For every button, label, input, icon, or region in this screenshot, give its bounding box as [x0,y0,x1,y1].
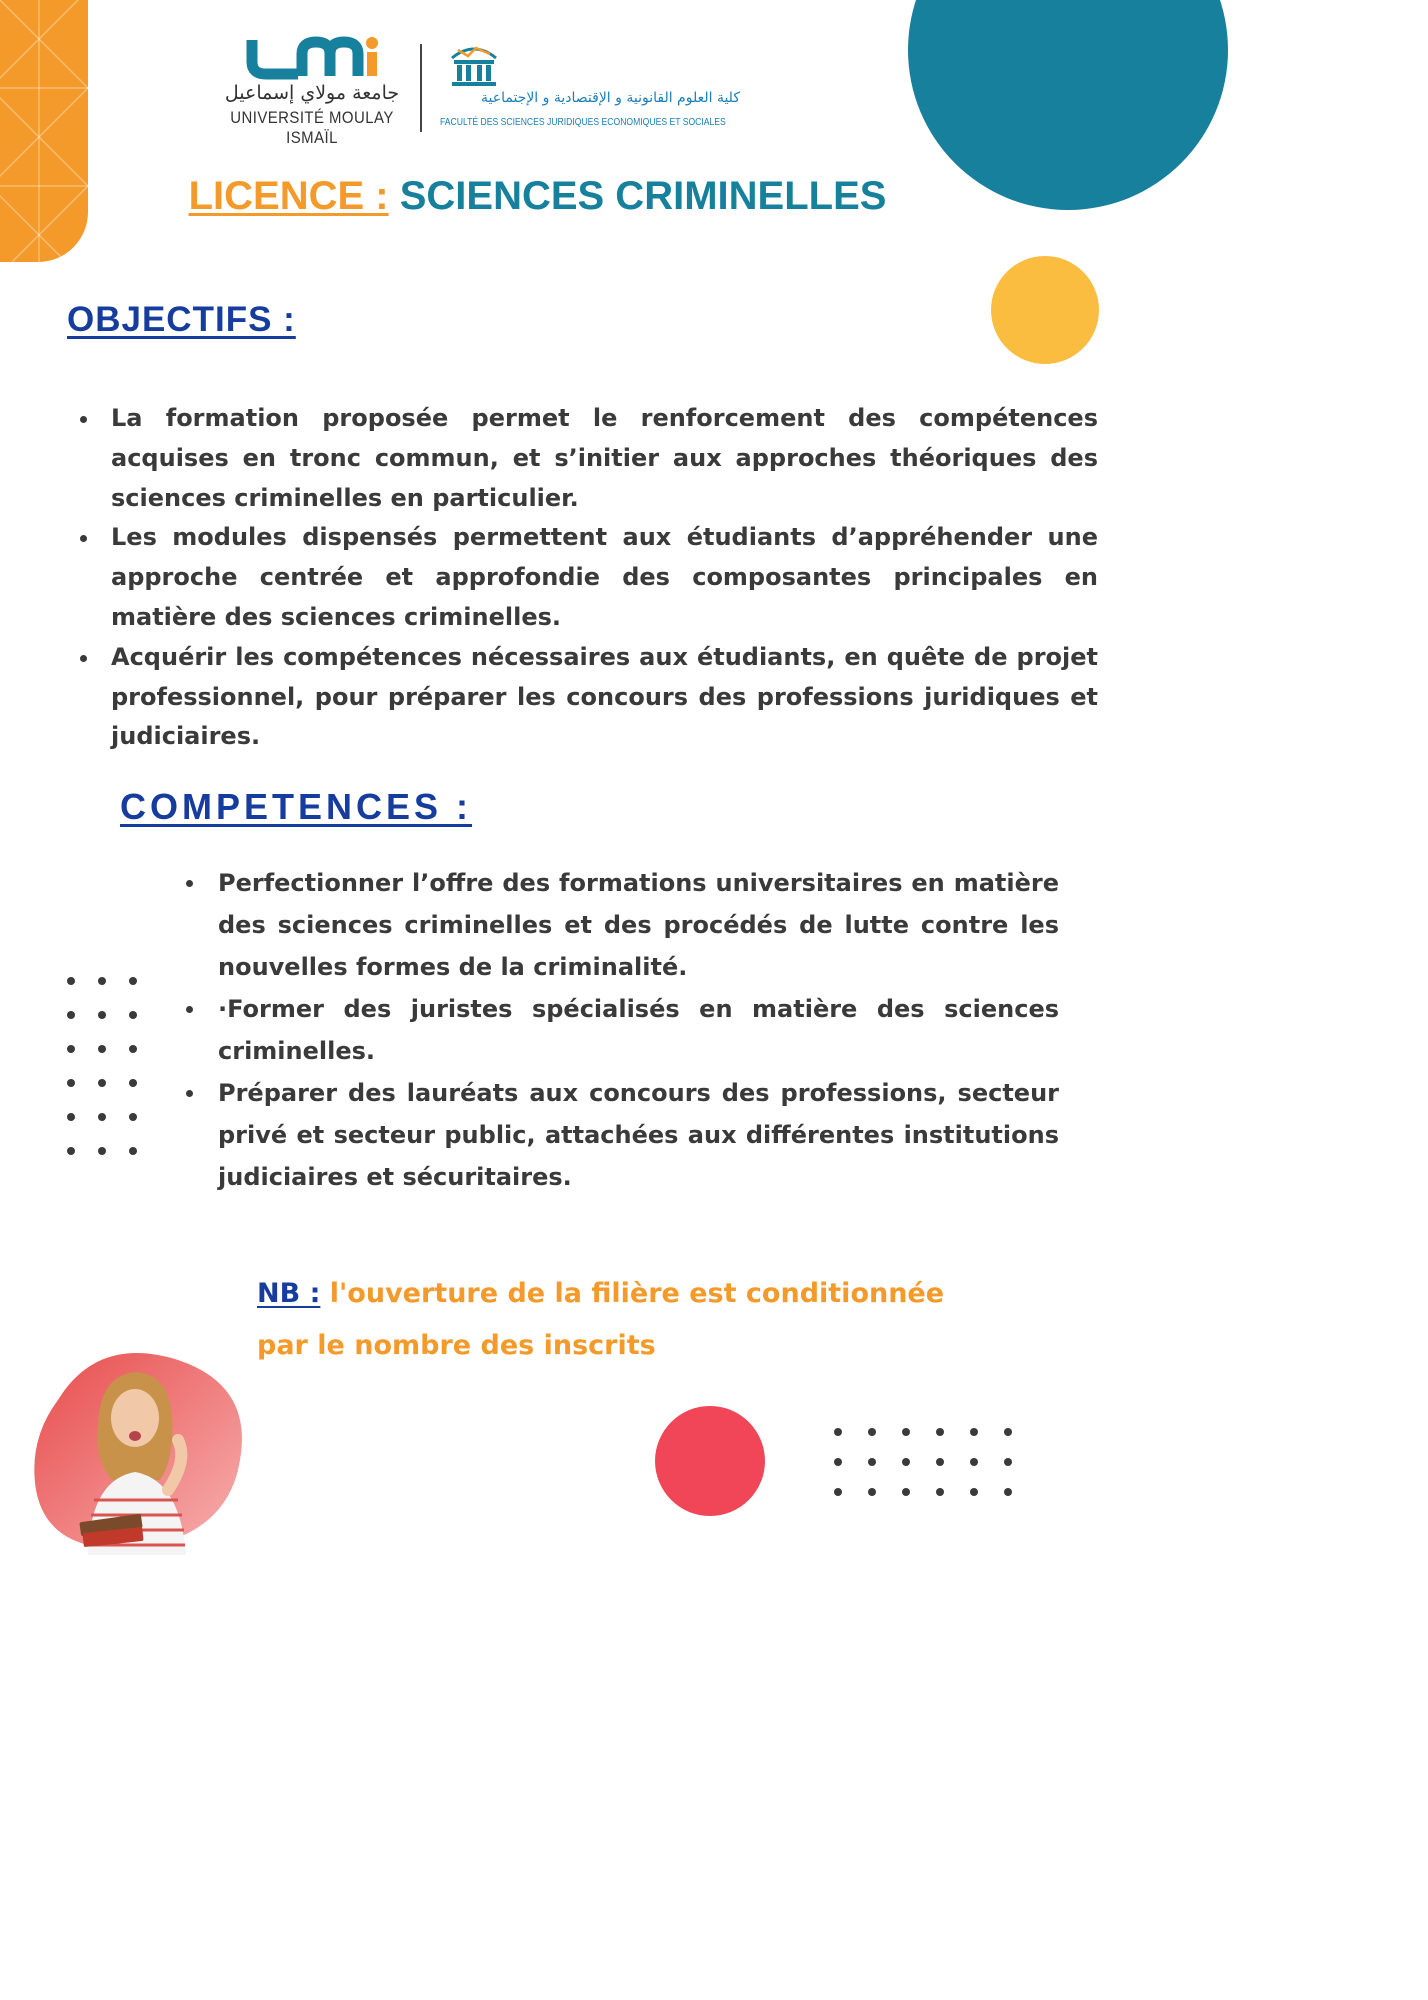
university-name-arabic: جامعة مولاي إسماعيل [224,82,400,104]
nb-text: l'ouverture de la filière est conditionnée par le nombre des inscrits [257,1278,945,1361]
orange-corner-shape [0,0,88,262]
competence-item: ·Former des juristes spécialisés en matière des sciences criminelles. [218,988,1059,1072]
objectifs-list [111,399,1098,757]
competences-list [218,862,1059,1198]
yellow-circle-decoration [991,256,1099,364]
objectifs-heading: OBJECTIFS : [67,300,296,339]
page-title [0,174,1075,219]
title-main: SCIENCES CRIMINELLES [399,174,887,218]
objectif-item: Les modules dispensés permettent aux étudiants d’appréhender une approche centrée et approfondie des composantes principales en matière des sciences criminelles. [111,518,1098,637]
nb-label: NB : [257,1278,321,1309]
title-prefix: LICENCE : [188,174,389,218]
competence-item: Perfectionner l’offre des formations universitaires en matière des sciences criminelles et des procédés de lutte contre les nouvelles formes de la criminalité. [218,862,1059,988]
competence-item: Préparer des lauréats aux concours des professions, secteur privé et secteur public, attachées aux différentes institutions judiciaires et sécuritaires. [218,1072,1059,1198]
dot-grid-left [67,977,137,1155]
faculty-name-french: FACULTÉ DES SCIENCES JURIDIQUES ECONOMIQUES ET SOCIALES [440,116,726,128]
header-divider [420,44,422,132]
objectif-item: La formation proposée permet le renforcement des compétences acquises en tronc commun, et s’initier aux approches théoriques des sciences criminelles en particulier. [111,399,1098,518]
faculty-building-icon [446,38,502,88]
student-photo [28,1340,248,1555]
red-circle-decoration [655,1406,765,1516]
university-name-french: UNIVERSITÉ MOULAY ISMAÏL [230,108,394,147]
faculty-name-arabic: كلية العلوم القانونية و الإقتصادية و الإجتماعية [481,90,740,106]
competences-heading: COMPETENCES : [120,786,473,827]
nb-note [257,1268,997,1372]
dot-grid-right [834,1428,1012,1496]
objectif-item: Acquérir les compétences nécessaires aux étudiants, en quête de projet professionnel, pour préparer les concours des professions juridiques et judiciaires. [111,638,1098,757]
